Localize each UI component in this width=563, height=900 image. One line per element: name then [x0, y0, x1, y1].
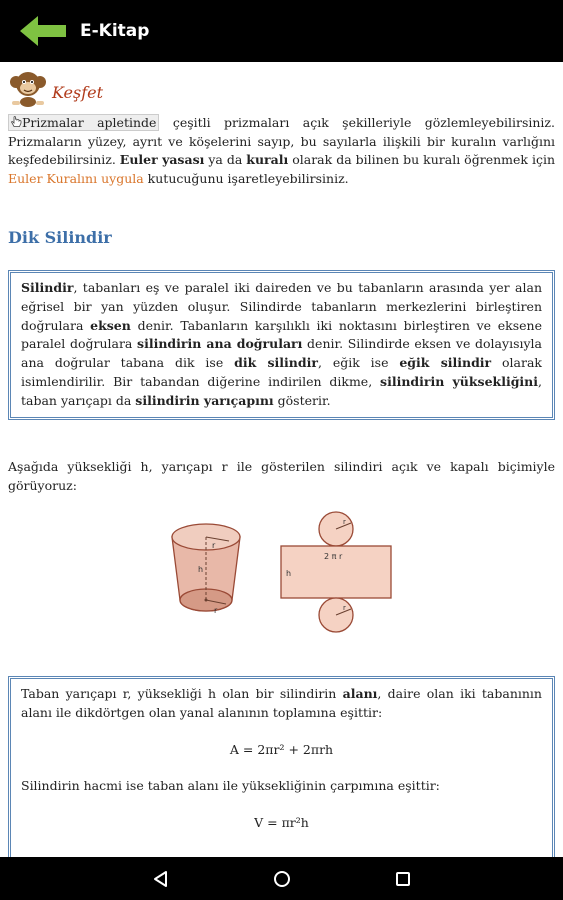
volume-formula: V = πr²h — [254, 815, 309, 831]
cylinder-figure — [0, 510, 563, 650]
cylinder-net — [281, 512, 391, 632]
closed-bottom-radius-label: r — [214, 606, 218, 615]
nav-home-button[interactable] — [262, 859, 302, 899]
monkey-mascot-icon — [8, 68, 48, 108]
intro-text-1: çeşitli prizmaları açık şekilleriyle gözlemleyebilirsiniz. Prizmaların yüzey, ayrıt ve köşelerini sayıp, bu sayılarla ilişkili bir kuralın varlığını keşfedebilirsiniz. — [8, 115, 555, 167]
net-bottom-radius-label: r — [343, 604, 346, 612]
def-text-7: gösterir. — [273, 392, 331, 408]
volume-description: Silindirin hacmi ise taban alanı ile yüksekliğinin çarpımına eşittir: — [21, 778, 440, 794]
def-text-5: olarak isimlendirilir. Bir tabandan diğerine indirilen dikme, — [21, 355, 543, 389]
nav-home-icon — [273, 870, 291, 888]
figure-intro-text: Aşağıda yüksekliği h, yarıçapı r ile gösterilen silindiri açık ve kapalı biçimiyle görüyoruz: — [8, 459, 555, 493]
kesfet-label: Keşfet — [52, 82, 104, 102]
system-nav-bar — [0, 857, 563, 900]
net-height-label: h — [286, 569, 292, 578]
net-top-radius-label: r — [343, 518, 346, 526]
def-text-3: denir. Silindirde eksen ve dolayısıyla ana doğrular tabana dik ise — [21, 336, 542, 371]
def-bold-3: silindirin ana doğruları — [137, 336, 303, 352]
back-arrow-icon — [18, 14, 68, 48]
app-title: E-Kitap — [80, 21, 150, 41]
area-desc-text-2: , daire olan iki tabanının alanı ile dikdörtgen olan yanal alanının toplamına eşittir: — [21, 686, 542, 720]
kesfet-header — [8, 68, 103, 108]
closed-top-radius-label: r — [212, 541, 216, 550]
nav-back-button[interactable] — [141, 859, 181, 899]
intro-bold-kurali: kuralı — [246, 152, 289, 167]
area-desc-bold: alanı — [342, 686, 378, 701]
nav-back-icon — [152, 870, 170, 888]
def-bold-2: eksen — [90, 317, 131, 333]
def-text-4: , eğik ise — [317, 355, 400, 371]
net-circumference-label: 2 π r — [324, 552, 343, 561]
content-area[interactable] — [0, 62, 563, 857]
def-bold-6: silindirin yüksekliğini — [380, 373, 539, 389]
intro-bold-euler: Euler yasası — [119, 152, 205, 167]
intro-paragraph — [8, 114, 555, 188]
hand-pointer-icon — [11, 116, 22, 128]
closed-height-label: h — [198, 565, 204, 574]
nav-recents-icon — [395, 871, 411, 887]
section-title: Dik Silindir — [8, 228, 112, 247]
definition-box — [8, 270, 555, 420]
def-bold-4: dik silindir — [234, 355, 318, 371]
intro-text-4: kutucuğunu işaretleyebilirsiniz. — [143, 170, 349, 186]
def-bold-1: Silindir — [21, 280, 74, 295]
app-bar — [0, 0, 563, 62]
nav-recents-button[interactable] — [383, 859, 423, 899]
area-description — [21, 685, 542, 723]
back-button[interactable] — [14, 7, 72, 55]
prism-applet-link[interactable] — [8, 114, 159, 131]
intro-text-3: olarak da bilinen bu kuralı öğrenmek için — [288, 152, 555, 167]
area-formula: A = 2πr² + 2πrh — [229, 741, 334, 757]
prism-applet-link-text: Prizmalar apletinde — [22, 115, 157, 130]
formula-box — [8, 676, 555, 857]
closed-cylinder — [172, 524, 240, 615]
def-text-6: , taban yarıçapı da — [21, 373, 543, 408]
def-text-1: , tabanları eş ve paralel iki daireden ve bu tabanların arasında yer alan eğrisel bir yan yüzden oluşur. Silindirde tabanların merkezlerini birleştiren doğrulara — [21, 280, 542, 333]
euler-rule-checkbox-label[interactable]: Euler Kuralını uygula — [8, 170, 144, 186]
area-desc-text-1: Taban yarıçapı r, yüksekliği h olan bir silindirin — [21, 686, 343, 701]
def-bold-7: silindirin yarıçapını — [135, 392, 274, 408]
def-bold-5: eğik silindir — [399, 355, 492, 371]
intro-text-2: ya da — [204, 152, 247, 167]
def-text-2: denir. Tabanların karşılıklı iki noktasını birleştiren ve eksene paralel doğrulara — [21, 317, 542, 352]
